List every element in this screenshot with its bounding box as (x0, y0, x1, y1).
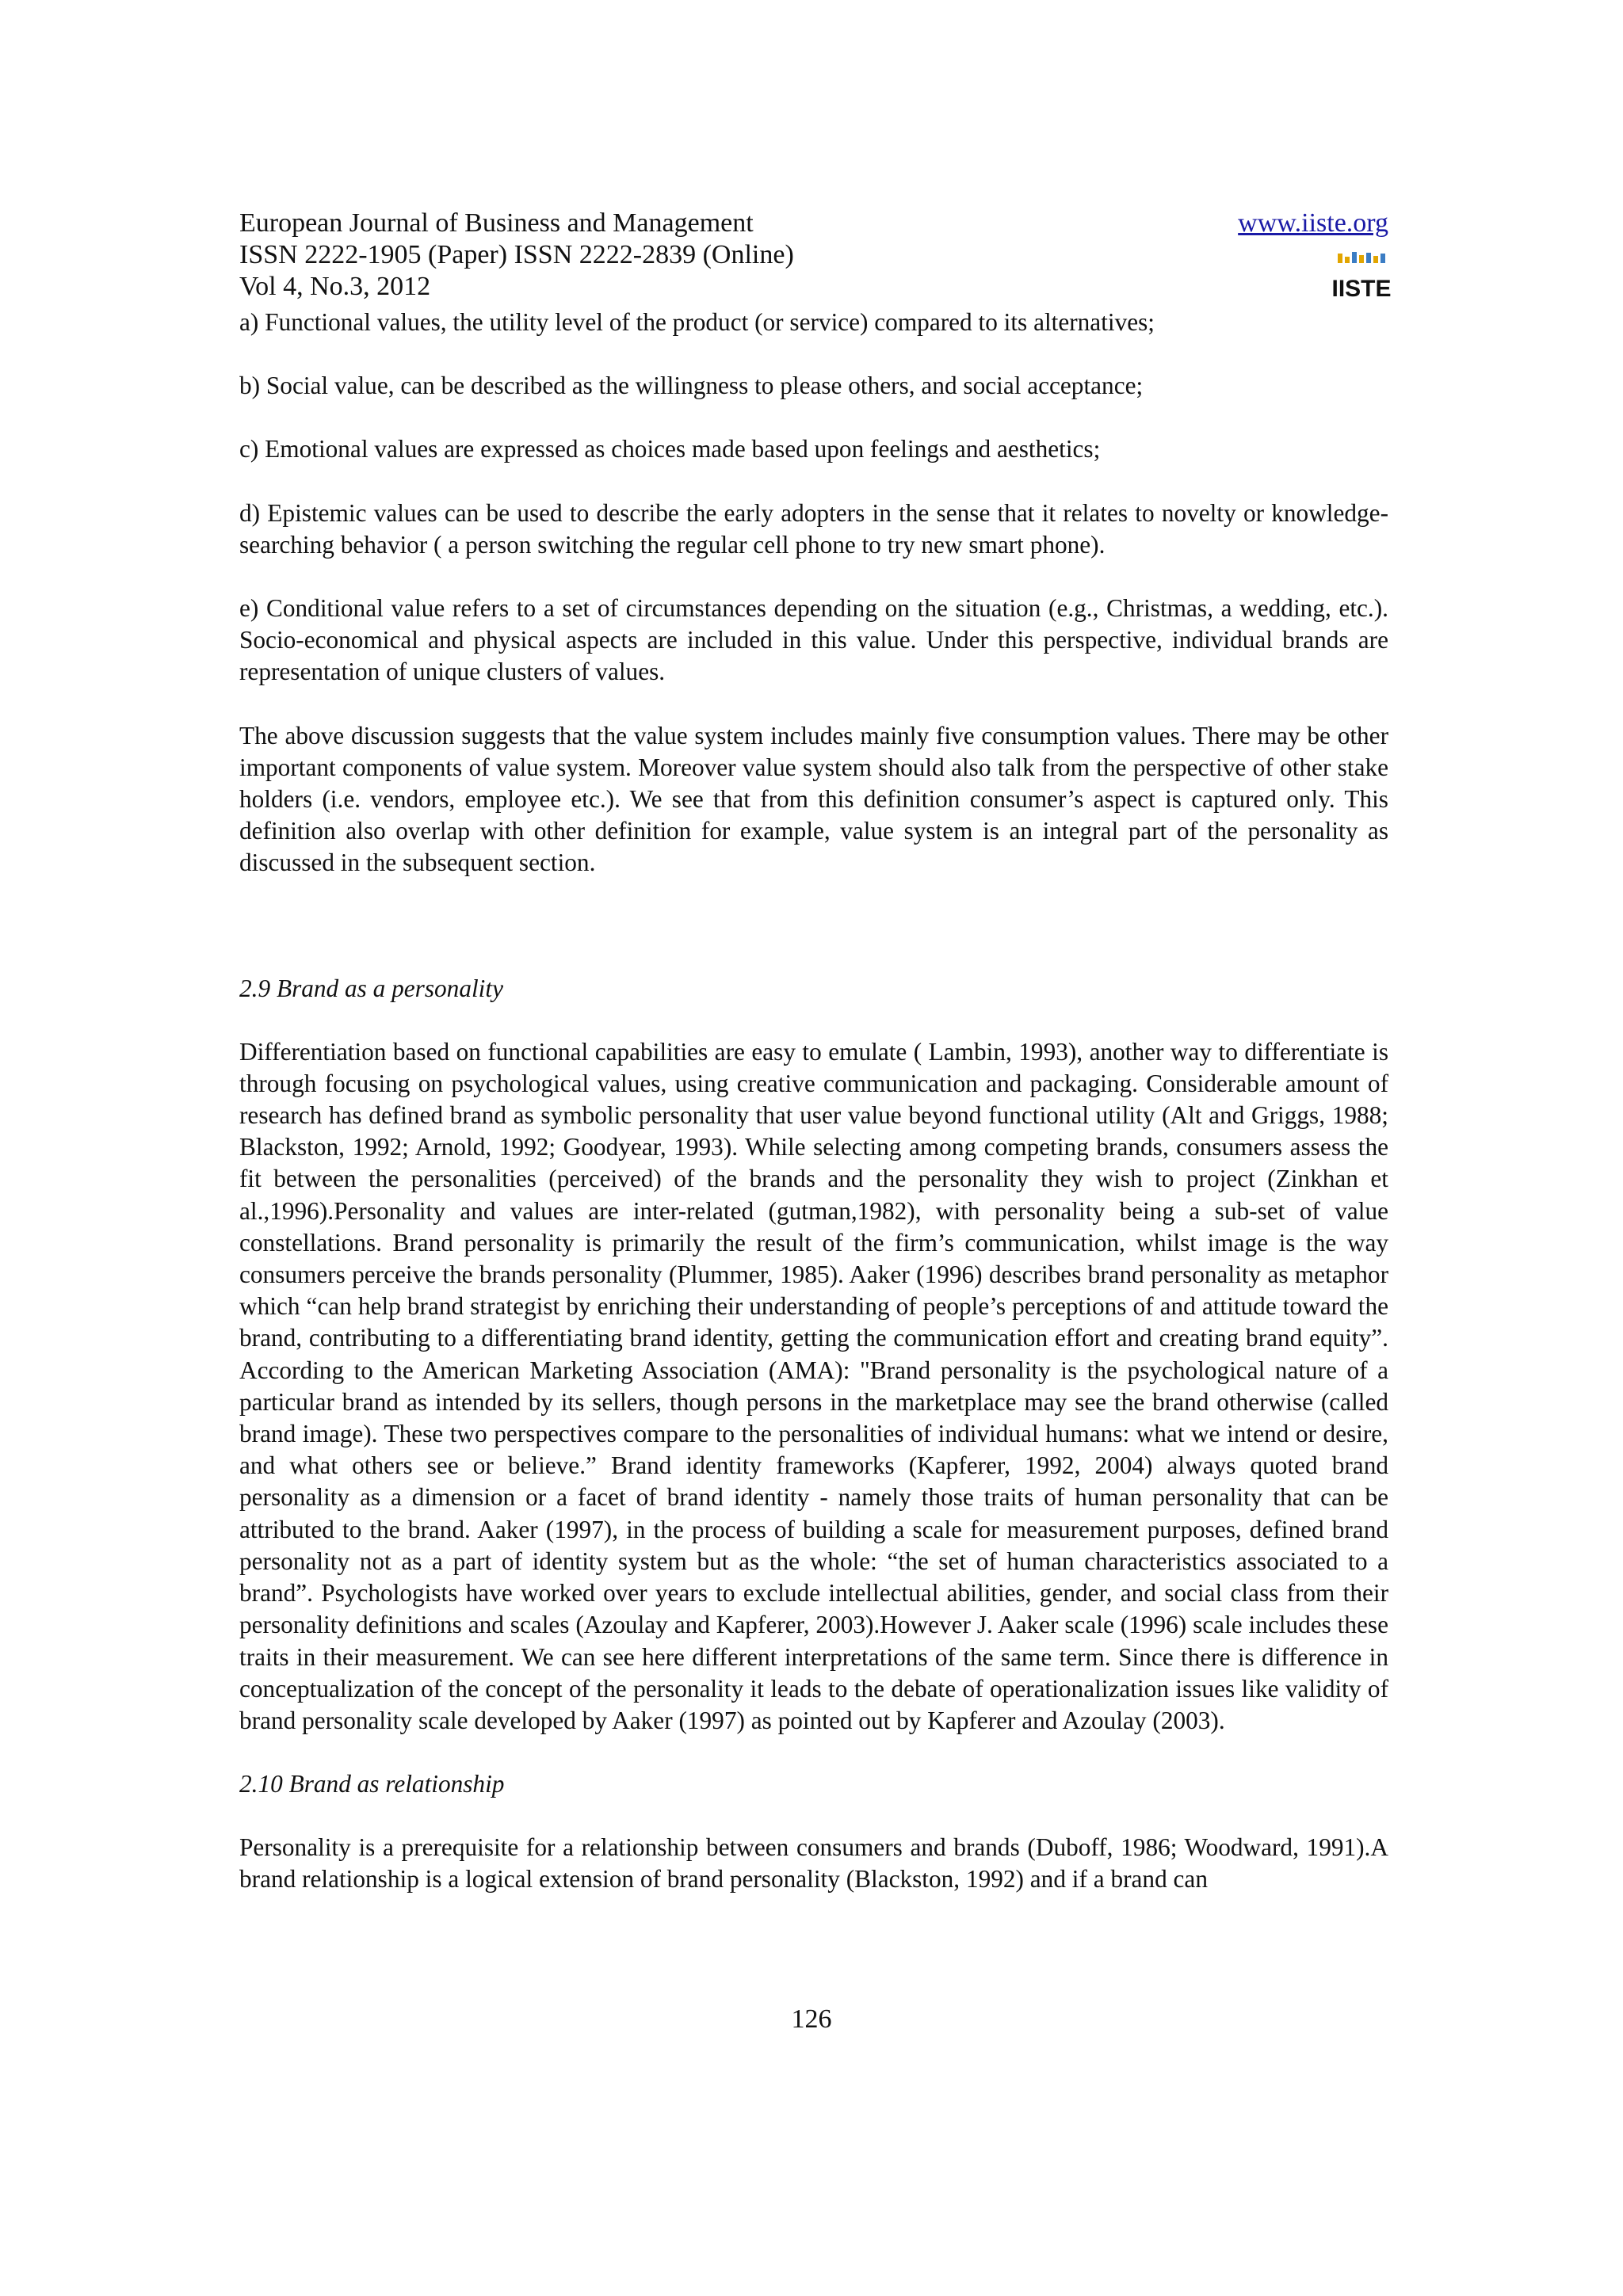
paper-page (239, 208, 1392, 1894)
paragraph-brand-personality: Differentiation based on functional capabilities are easy to emulate ( Lambin, 1993), another way to differentiate is through focusing on psychological values, using creative communication and packaging. Considerable amount of research has defined brand as symbolic personality that user value beyond functional utility (Alt and Griggs, 1988; Blackston, 1992; Arnold, 1992; Goodyear, 1993). While selecting among competing brands, consumers assess the fit between the personalities (perceived) of the brands and the personality they wish to project (Zinkhan et al.,1996).Personality and values are inter-related (gutman,1982), with personality being a sub-set of value constellations. Brand personality is primarily the result of the firm’s communication, whilst image is the way consumers perceive the brands personality (Plummer, 1985). Aaker (1996) describes brand personality as metaphor which “can help brand strategist by enriching their understanding of people’s perceptions of and attitude toward the brand, contributing to a differentiating brand identity, getting the communication effort and creating brand equity”. According to the American Marketing Association (AMA): "Brand personality is the psychological nature of a particular brand as intended by its sellers, though persons in the marketplace may see the brand otherwise (called brand image). These two perspectives compare to the personalities of individual humans: what we intend or desire, and what others see or believe.” Brand identity frameworks (Kapferer, 1992, 2004) always quoted brand personality as a dimension or a facet of brand identity - namely those traits of human personality that can be attributed to the brand. Aaker (1997), in the process of building a scale for measurement purposes, defined brand personality not as a part of identity system but as the whole: “the set of human characteristics associated to a brand”. Psychologists have worked over years to exclude intellectual abilities, gender, and social class from their personality definitions and scales (Azoulay and Kapferer, 2003).However J. Aaker scale (1996) scale includes these traits in their measurement. We can see here different interpretations of the same term. Since there is difference in conceptualization of the concept of the personality it leads to the debate of operationalization issues like validity of brand personality scale developed by Aaker (1997) as pointed out by Kapferer and Azoulay (2003). (239, 1037, 1388, 1734)
section-heading-brand-personality: 2.9 Brand as a personality (239, 974, 503, 1002)
paragraph-social-value: b) Social value, can be described as the willingness to please others, and social acceptance; (239, 372, 1144, 400)
svg-text:IISTE: IISTE (1331, 276, 1392, 302)
paragraph-functional-values: a) Functional values, the utility level of the product (or service) compared to its alternatives; (239, 308, 1155, 336)
article-body (239, 307, 1388, 1928)
paragraph-conditional-value: e) Conditional value refers to a set of circumstances depending on the situation (e.g., Christmas, a wedding, etc.). Socio-economical and physical aspects are included in this value. Under this perspective, individual brands are representation of unique clusters of values. (239, 594, 1388, 686)
paragraph-epistemic-values: d) Epistemic values can be used to describe the early adopters in the sense that it relates to novelty or knowledge-searching behavior ( a person switching the regular cell phone to try new smart phone). (239, 498, 1388, 559)
journal-issn: ISSN 2222-1905 (Paper) ISSN 2222-2839 (Online) (239, 240, 794, 269)
paragraph-brand-relationship: Personality is a prerequisite for a relationship between consumers and brands (Duboff, 1986; Woodward, 1991).A brand relationship is a logical extension of brand personality (Blackston, 1992) and if a brand can (239, 1833, 1388, 1894)
journal-website-link[interactable]: www.iiste.org (1238, 208, 1388, 238)
page-number: 126 (791, 2004, 832, 2034)
journal-volume: Vol 4, No.3, 2012 (239, 272, 431, 301)
journal-header (239, 208, 1392, 311)
journal-title: European Journal of Business and Management (239, 208, 754, 238)
paragraph-emotional-values: c) Emotional values are expressed as choices made based upon feelings and aesthetics; (239, 435, 1101, 463)
section-heading-brand-relationship: 2.10 Brand as relationship (239, 1770, 505, 1798)
iiste-logo (1331, 250, 1392, 302)
journal-info (239, 208, 1388, 303)
paragraph-value-system-discussion: The above discussion suggests that the value system includes mainly five consumption values. There may be other important components of value system. Moreover value system should also talk from the perspective of other stake holders (i.e. vendors, employee etc.). We see that from this definition consumer’s aspect is captured only. This definition also overlap with other definition for example, value system is an integral part of the personality as discussed in the subsequent section. (239, 721, 1388, 877)
